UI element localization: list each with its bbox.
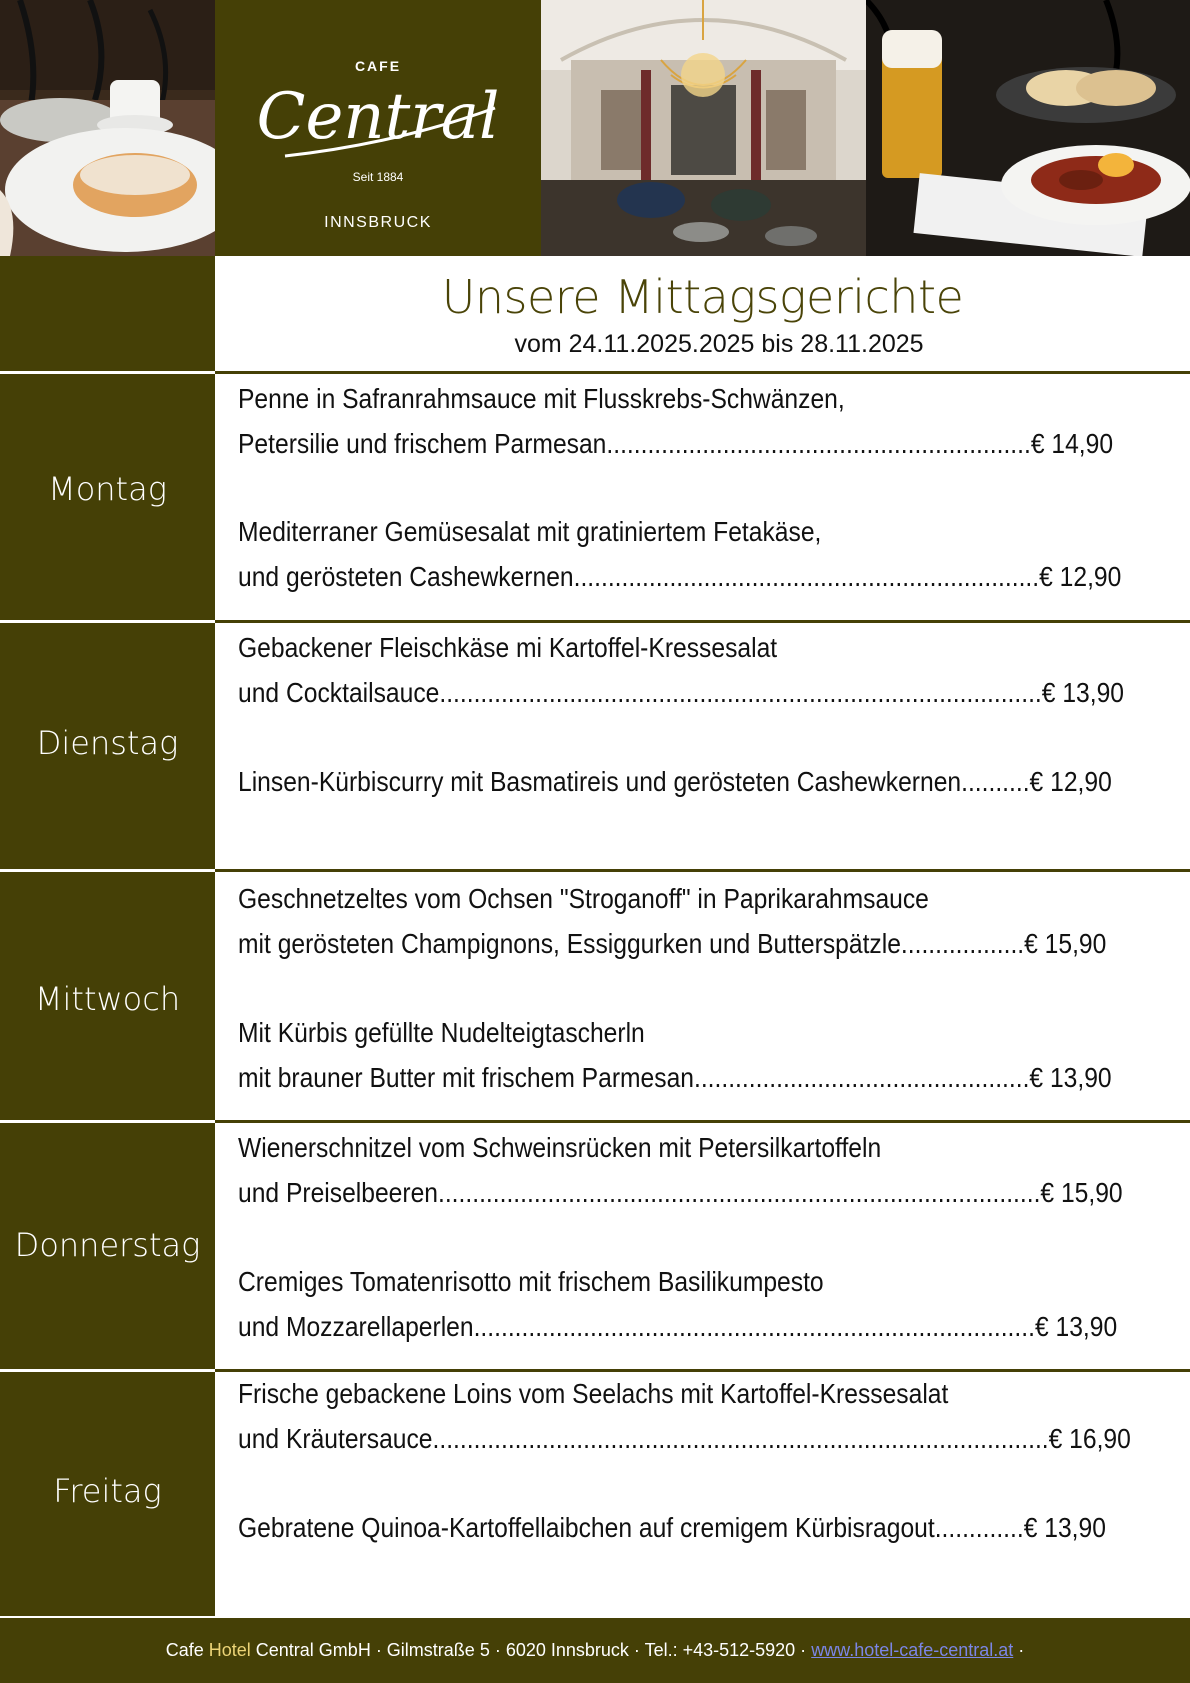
menu-item-line: Frische gebackene Loins vom Seelachs mit Kartoffel-Kressesalat [238, 1378, 949, 1409]
menu-item-line: Geschnetzeltes vom Ochsen "Stroganoff" in Paprikarahmsauce [238, 883, 929, 914]
menu-item-line: und Cocktailsauce........................................................................................€ 13,90 [238, 677, 1124, 708]
footer-text: Cafe [165, 1640, 209, 1660]
day-label-montag: Montag [48, 470, 167, 508]
page-title: Unsere Mittagsgerichte [441, 270, 964, 324]
divider-line [215, 1120, 1190, 1123]
menu-item-line: Petersilie und frischem Parmesan..............................................................€ 14,90 [238, 428, 1114, 459]
sidebar-divider [0, 620, 215, 623]
day-label-freitag: Freitag [53, 1472, 162, 1510]
menu-item-line: und Mozzarellaperlen..................................................................................€ 13,90 [238, 1311, 1118, 1342]
footer-bar [0, 1618, 1190, 1683]
photo-beer-goulash [866, 0, 1190, 256]
day-label-mittwoch: Mittwoch [34, 980, 181, 1018]
menu-item-line: Cremiges Tomatenrisotto mit frischem Basilikumpesto [238, 1266, 824, 1297]
menu-item-line: Mit Kürbis gefüllte Nudelteigtascherln [238, 1017, 645, 1048]
sidebar-divider [0, 869, 215, 872]
sidebar-divider [0, 1120, 215, 1123]
divider-line [215, 620, 1190, 623]
website-link[interactable]: www.hotel-cafe-central.at [811, 1640, 1014, 1660]
sidebar-divider [0, 371, 215, 374]
menu-item-line: mit gerösteten Champignons, Essiggurken und Butterspätzle..................€ 15,90 [238, 928, 1107, 959]
day-label-donnerstag: Donnerstag [14, 1226, 201, 1264]
logo-panel [215, 0, 541, 256]
menu-item-line: Mediterraner Gemüsesalat mit gratiniertem Fetakäse, [238, 516, 822, 547]
logo-city-text: INNSBRUCK [324, 214, 432, 231]
menu-item-line: und Preiselbeeren........................................................................................€ 15,90 [238, 1177, 1123, 1208]
date-range: vom 24.11.2025.2025 bis 28.11.2025 [514, 330, 924, 358]
menu-item-line: Gebratene Quinoa-Kartoffellaibchen auf cremigem Kürbisragout.............€ 13,90 [238, 1512, 1106, 1543]
menu-item-line: Gebackener Fleischkäse mi Kartoffel-Kressesalat [238, 632, 778, 663]
divider-line [215, 371, 1190, 374]
svg-text:Central: Central [256, 80, 500, 154]
logo-cafe-text: CAFE [354, 58, 402, 74]
menu-item-line: und Kräutersauce..........................................................................................€ 16,90 [238, 1423, 1131, 1454]
header-band [0, 0, 1190, 256]
menu-item-line: Linsen-Kürbiscurry mit Basmatireis und gerösteten Cashewkernen..........€ 12,90 [238, 766, 1112, 797]
logo-central-wordmark [245, 70, 511, 165]
menu-item-line: und gerösteten Cashewkernen....................................................................€ 12,90 [238, 561, 1122, 592]
day-label-dienstag: Dienstag [36, 724, 179, 762]
photo-cafe-interior [541, 0, 866, 256]
footer-text: Central GmbH · Gilmstraße 5 · 6020 Innsbruck · Tel.: +43-512-5920 · [250, 1640, 812, 1660]
divider-line [215, 869, 1190, 872]
photo-strudel [0, 0, 215, 256]
logo-since-text: Seit 1884 [352, 170, 404, 184]
sidebar-divider [0, 1369, 215, 1372]
footer-highlight: Hotel [208, 1640, 251, 1660]
menu-item-line: Penne in Safranrahmsauce mit Flusskrebs-Schwänzen, [238, 383, 845, 414]
footer-text: · [1013, 1640, 1025, 1660]
divider-line [215, 1369, 1190, 1372]
menu-item-line: Wienerschnitzel vom Schweinsrücken mit Petersilkartoffeln [238, 1132, 882, 1163]
menu-item-line: mit brauner Butter mit frischem Parmesan.................................................€ 13,90 [238, 1062, 1112, 1093]
day-sidebar [0, 256, 215, 1618]
